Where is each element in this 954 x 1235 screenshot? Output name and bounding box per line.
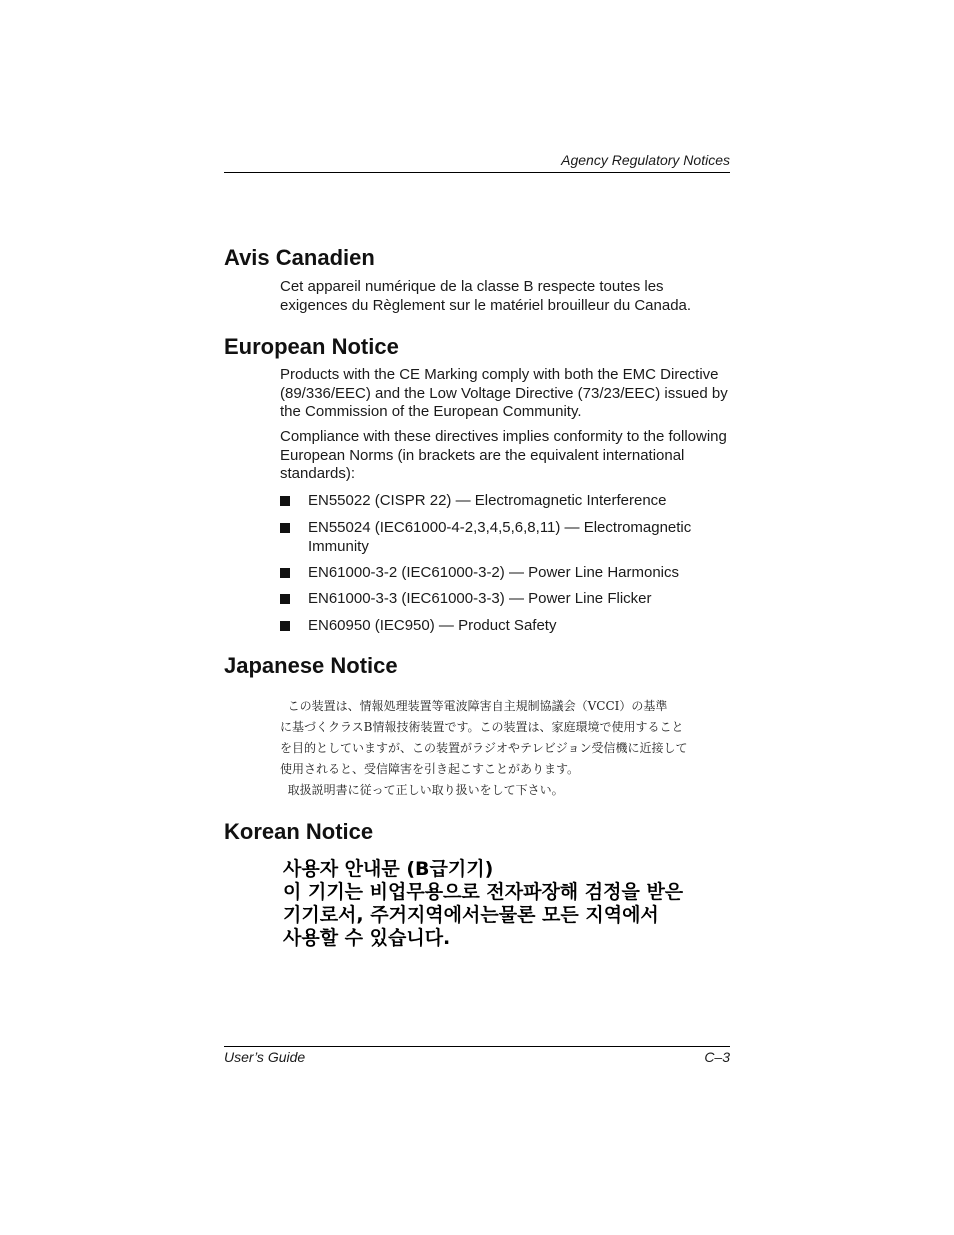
list-item-text: EN61000-3-2 (IEC61000-3-2) — Power Line Harmonics [308,564,680,581]
bullet-square-icon [280,523,290,533]
european-notice-paragraph-1: Products with the CE Marking comply with both the EMC Directive (89/336/EEC) and the Low Voltage Directive (73/23/EEC) issued by the Commission of the European Community. [280,366,728,420]
footer-guide-title: User’s Guide [224,1049,306,1065]
section-title-japanese-notice: Japanese Notice [224,653,398,678]
list-item-text: EN55022 (CISPR 22) — Electromagnetic Interference [308,492,667,509]
section-title-korean-notice: Korean Notice [224,819,374,844]
section-title-european-notice: European Notice [224,334,399,359]
korean-notice-text: 사용자 안내문 (B급기기) 이 기기는 비업무용으로 전자파장해 검정을 받은 기기로서, 주거지역에서는물론 모든 지역에서 사용할 수 있습니다. [283,858,684,949]
bullet-square-icon [280,594,290,604]
european-notice-paragraph-2: Compliance with these directives implies conformity to the following European Norms (in brackets are the equivalent international standards): [280,428,727,482]
list-item [280,564,730,583]
section-title-avis-canadien: Avis Canadien [224,245,375,270]
list-item-text: EN55024 (IEC61000-4-2,3,4,5,6,8,11) — Electromagnetic Immunity [308,519,692,555]
list-item [280,590,730,609]
bullet-square-icon [280,621,290,631]
japanese-notice-text: この装置は、情報処理装置等電波障害自主規制協議会（VCCI）の基準 に基づくクラスB情報技術装置です。この装置は、家庭環境で使用すること を目的としていますが、この装置がラジオやテレビジョン受信機に近接して 使用されると、受信障害を引き起こすことがあります。 取扱説明書に従って正しい取り扱いをして下さい。 [280,699,688,797]
list-item [280,492,730,511]
bullet-square-icon [280,568,290,578]
list-item-text: EN61000-3-3 (IEC61000-3-3) — Power Line Flicker [308,590,652,607]
list-item [280,617,730,636]
header-rule [224,172,730,173]
list-item [280,519,730,556]
list-item-text: EN60950 (IEC950) — Product Safety [308,617,557,634]
avis-canadien-paragraph: Cet appareil numérique de la classe B respecte toutes les exigences du Règlement sur le matériel brouilleur du Canada. [280,278,692,314]
page-number: C–3 [704,1049,730,1065]
bullet-square-icon [280,496,290,506]
running-head: Agency Regulatory Notices [561,152,730,168]
